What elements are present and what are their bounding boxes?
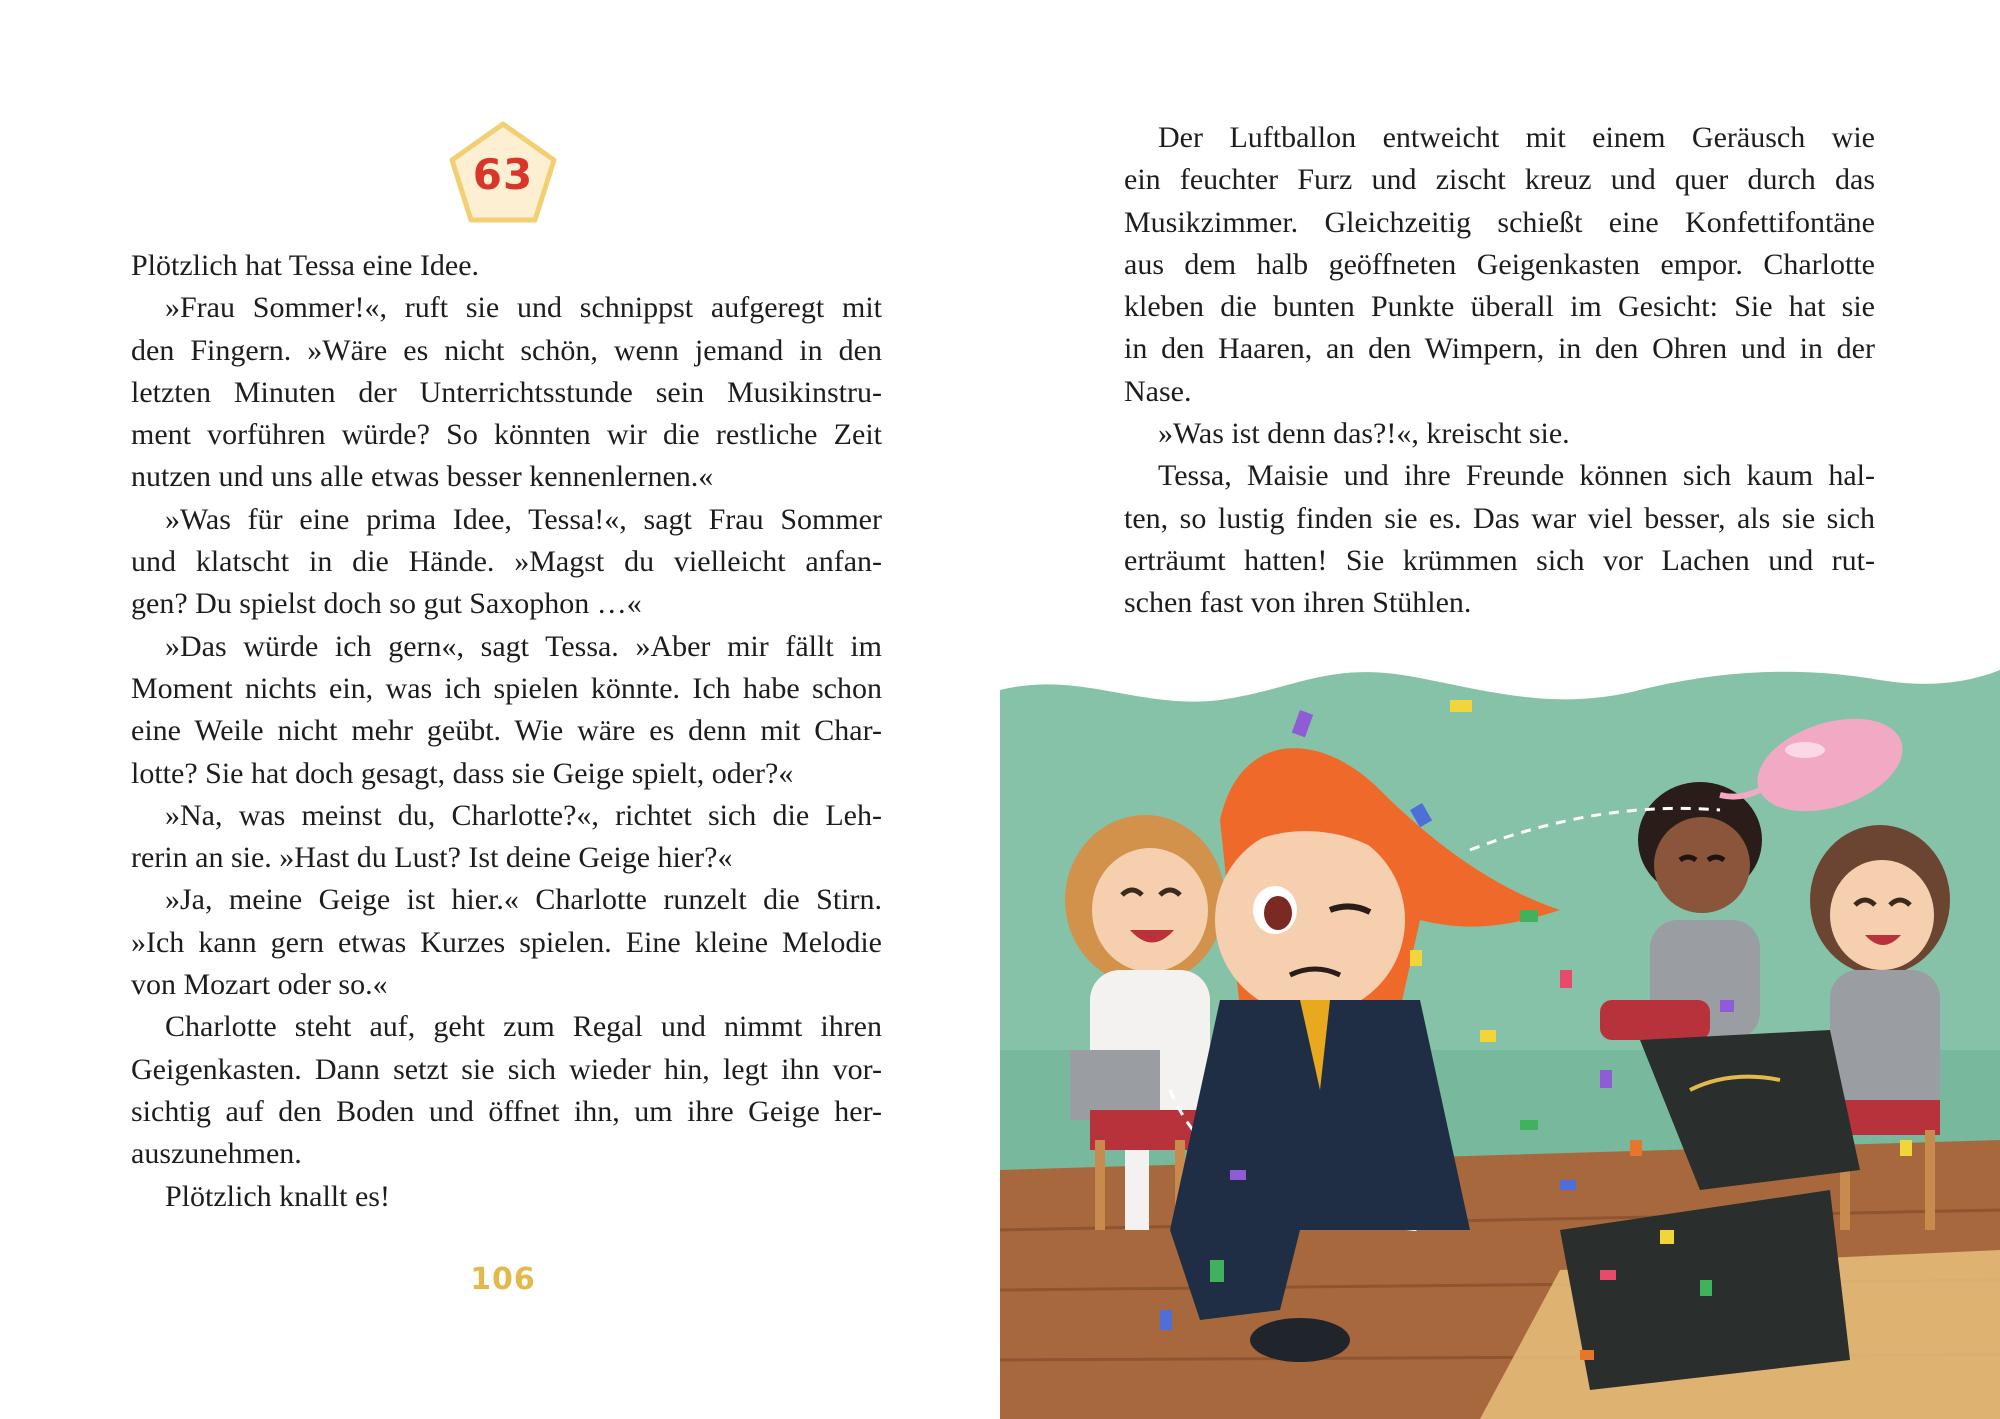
text-line: schen fast von ihren Stühlen. <box>1124 586 1472 620</box>
text-line: ein feuchter Furz und zischt kreuz und quer durch das <box>1124 163 1875 197</box>
text-line: »Das würde ich gern«, sagt Tessa. »Aber mir fällt im <box>165 629 882 663</box>
text-line: rerin an sie. »Hast du Lust? Ist deine Geige hier?« <box>131 841 733 875</box>
right-body-text <box>1124 117 1875 625</box>
text-line: sichtig auf den Boden und öffnet ihn, um ihre Geige her- <box>131 1094 882 1128</box>
text-line: ment vorführen würde? So könnten wir die restliche Zeit <box>131 418 882 452</box>
text-line: Tessa, Maisie und ihre Freunde können sich kaum hal- <box>1158 459 1875 493</box>
text-line: erträumt hatten! Sie krümmen sich vor Lachen und rut- <box>1124 543 1875 577</box>
text-line: »Ich kann gern etwas Kurzes spielen. Eine kleine Melodie <box>131 925 882 959</box>
text-line: Nase. <box>1124 374 1192 408</box>
chapter-badge <box>448 120 558 226</box>
text-line: gen? Du spielst doch so gut Saxophon …« <box>131 587 642 621</box>
text-line: Moment nichts ein, was ich spielen könnte. Ich habe schon <box>131 671 882 705</box>
text-line: »Na, was meinst du, Charlotte?«, richtet sich die Leh- <box>165 798 882 832</box>
text-line: letzten Minuten der Unterrichtsstunde sein Musikinstru- <box>131 375 882 409</box>
text-line: »Was für eine prima Idee, Tessa!«, sagt Frau Sommer <box>165 502 882 536</box>
text-line: »Ja, meine Geige ist hier.« Charlotte runzelt die Stirn. <box>165 883 882 917</box>
text-line: Geigenkasten. Dann setzt sie sich wieder hin, legt ihn vor- <box>131 1052 882 1086</box>
classroom-confetti-illustration <box>1000 670 2000 1419</box>
text-line: Der Luftballon entweicht mit einem Geräusch wie <box>1158 121 1875 154</box>
text-line: den Fingern. »Wäre es nicht schön, wenn jemand in den <box>131 333 882 367</box>
text-line: ten, so lustig finden sie es. Das war viel besser, als sie sich <box>1124 501 1875 535</box>
text-line: Plötzlich knallt es! <box>165 1179 390 1213</box>
text-line: Charlotte steht auf, geht zum Regal und nimmt ihren <box>165 1010 882 1044</box>
text-line: Plötzlich hat Tessa eine Idee. <box>131 249 480 282</box>
text-line: und klatscht in die Hände. »Magst du vielleicht anfan- <box>131 545 882 579</box>
text-line: »Was ist denn das?!«, kreischt sie. <box>1158 417 1570 451</box>
chapter-number: 63 <box>472 150 534 199</box>
text-line: von Mozart oder so.« <box>131 968 388 1002</box>
text-line: Musikzimmer. Gleichzeitig schießt eine Konfettifontäne <box>1124 205 1875 239</box>
text-line: aus dem halb geöffneten Geigenkasten empor. Charlotte <box>1124 247 1875 281</box>
text-line: lotte? Sie hat doch gesagt, dass sie Geige spielt, oder?« <box>131 756 794 790</box>
text-line: eine Weile nicht mehr geübt. Wie wäre es denn mit Char- <box>131 714 882 748</box>
text-line: kleben die bunten Punkte überall im Gesicht: Sie hat sie <box>1124 290 1875 324</box>
left-body-text <box>131 245 882 1218</box>
text-line: nutzen und uns alle etwas besser kennenlernen.« <box>131 460 714 494</box>
page-number: 106 <box>470 1262 536 1297</box>
text-line: in den Haaren, an den Wimpern, in den Ohren und in der <box>1124 332 1875 366</box>
text-line: »Frau Sommer!«, ruft sie und schnippst aufgeregt mit <box>165 291 882 325</box>
text-line: auszunehmen. <box>131 1137 302 1171</box>
